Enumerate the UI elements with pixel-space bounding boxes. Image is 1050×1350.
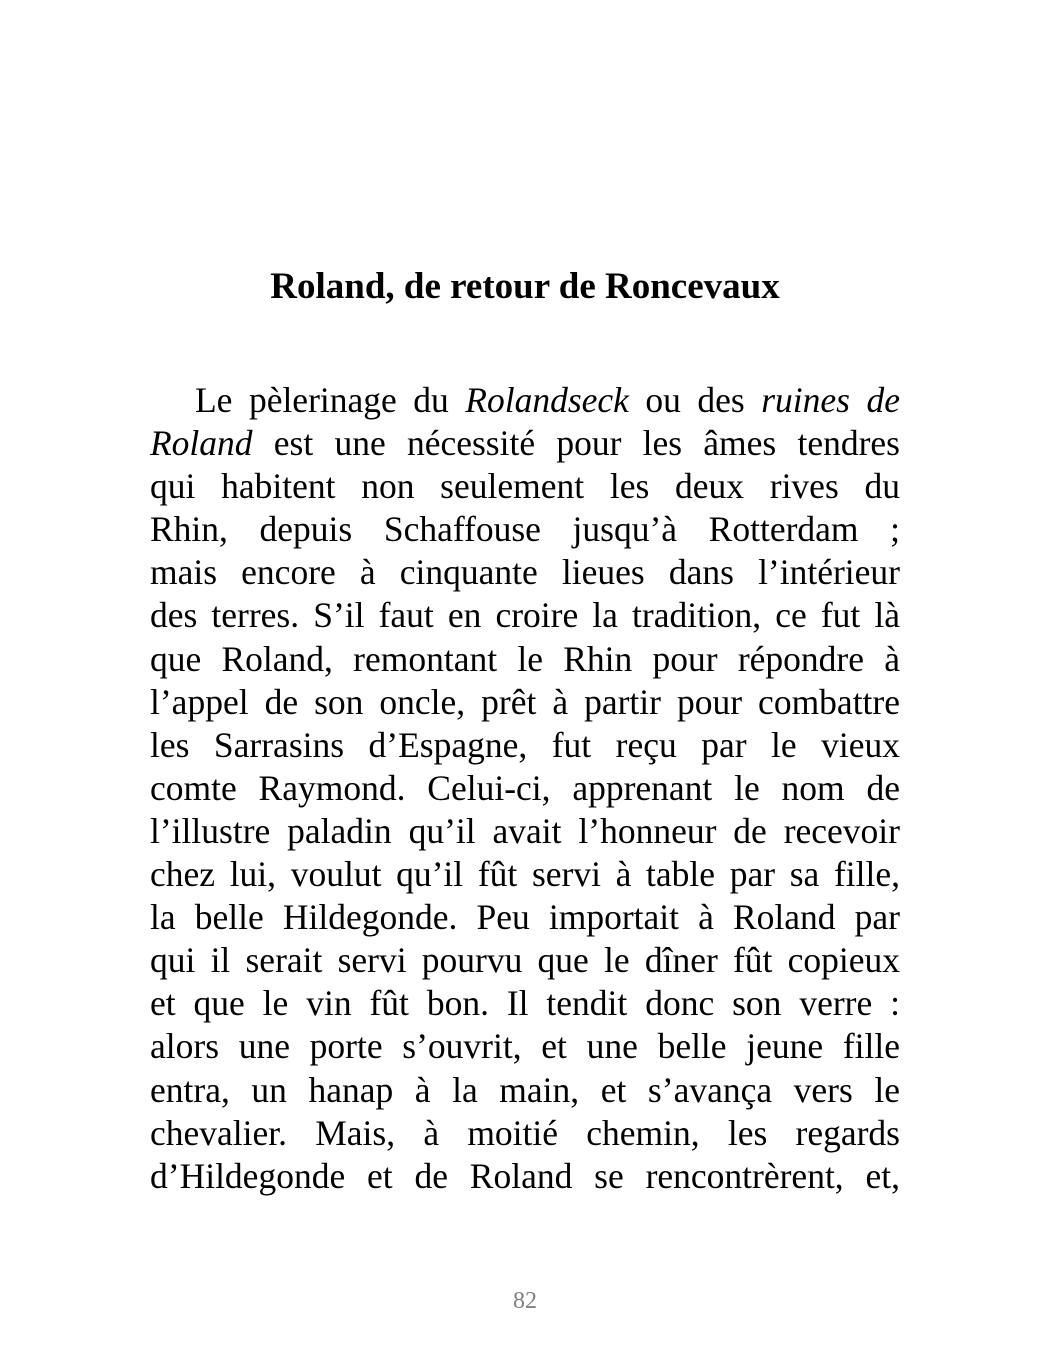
- text-line: comte Raymond. Celui-ci, apprenant le nom de: [150, 767, 900, 808]
- text-line: entra, un hanap à la main, et s’avança vers le: [150, 1069, 900, 1110]
- text-line: mais encore à cinquante lieues dans l’intérieur: [150, 552, 900, 593]
- text-line: qui il serait servi pourvu que le dîner fût copieux: [150, 940, 900, 981]
- text-line: la belle Hildegonde. Peu importait à Roland par: [150, 897, 900, 938]
- text-line: chez lui, voulut qu’il fût servi à table par sa fille,: [150, 854, 900, 895]
- text-line: qui habitent non seulement les deux rives du: [150, 466, 900, 507]
- chapter-title: Roland, de retour de Roncevaux: [270, 266, 780, 307]
- body-paragraph: [150, 379, 900, 1198]
- text-line: Rhin, depuis Schaffouse jusqu’à Rotterdam ;: [150, 509, 900, 550]
- text-line: l’illustre paladin qu’il avait l’honneur de recevoir: [150, 810, 900, 851]
- text-line: que Roland, remontant le Rhin pour répondre à: [150, 638, 900, 679]
- text-line: des terres. S’il faut en croire la tradition, ce fut là: [150, 595, 900, 636]
- text-line: les Sarrasins d’Espagne, fut reçu par le vieux: [150, 724, 900, 765]
- page-number: 82: [513, 1288, 537, 1314]
- text-line: Le pèlerinage du Rolandseck ou des ruines de: [195, 380, 900, 420]
- text-line: Roland est une nécessité pour les âmes tendres: [150, 423, 900, 464]
- text-line: d’Hildegonde et de Roland se rencontrèrent, et,: [150, 1155, 900, 1196]
- text-line: chevalier. Mais, à moitié chemin, les regards: [150, 1112, 900, 1153]
- text-line: l’appel de son oncle, prêt à partir pour combattre: [150, 681, 900, 722]
- text-line: alors une porte s’ouvrit, et une belle jeune fille: [150, 1026, 900, 1067]
- text-line: et que le vin fût bon. Il tendit donc son verre :: [150, 983, 900, 1024]
